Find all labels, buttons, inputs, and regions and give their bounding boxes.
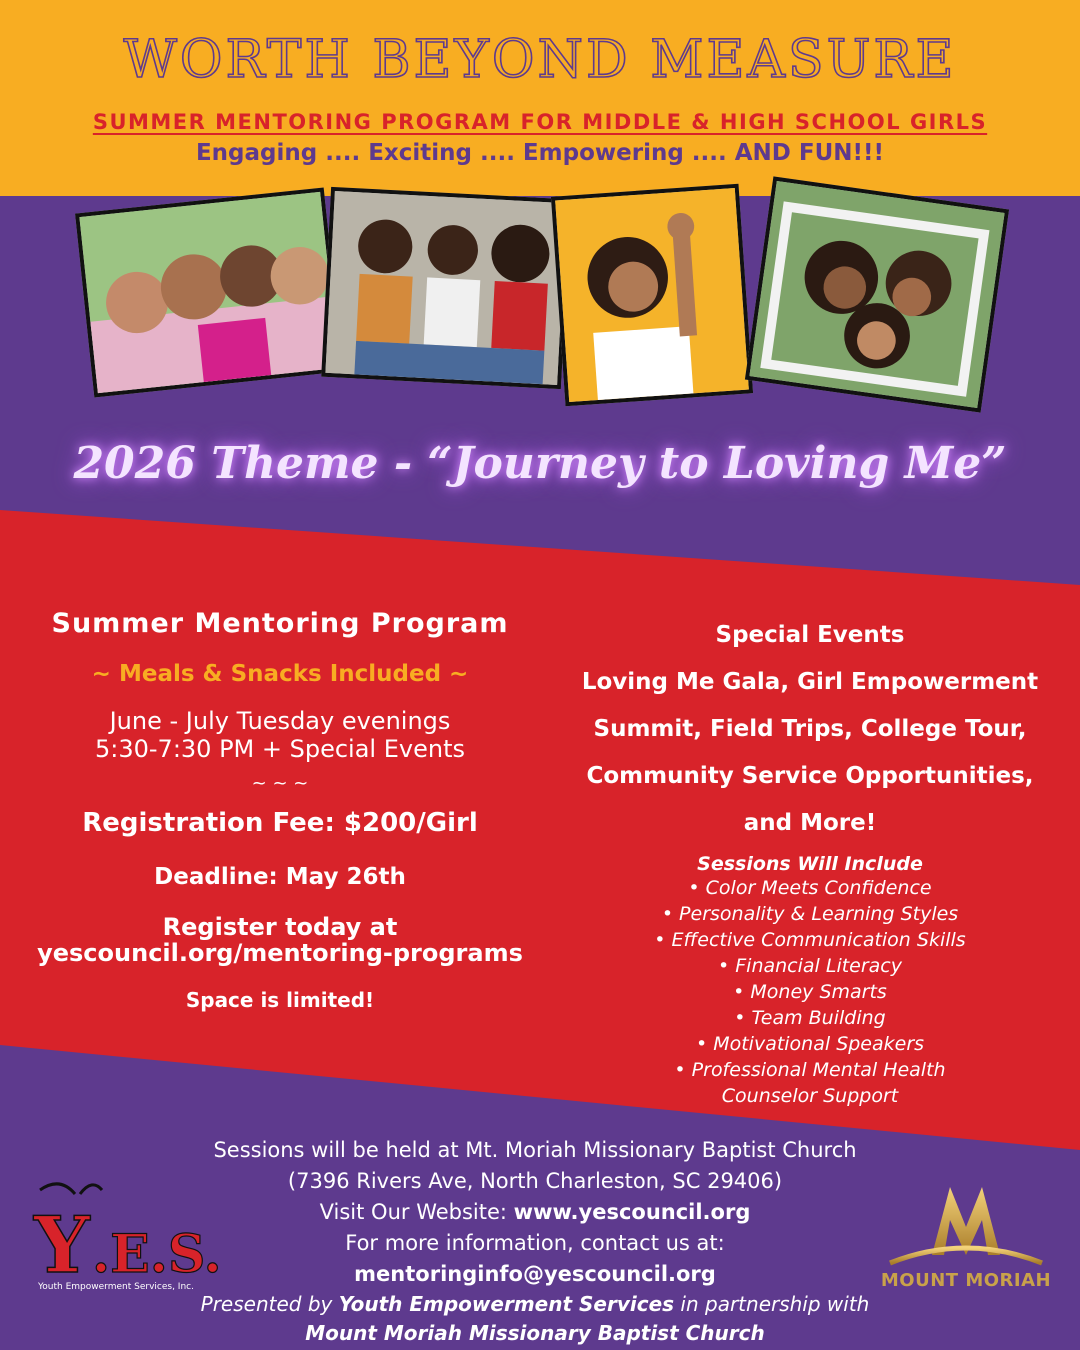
session-item: • Professional Mental Health (674, 1059, 946, 1081)
presenter-name: Youth Empowerment Services (338, 1292, 675, 1316)
space-limited: Space is limited! (185, 988, 375, 1012)
photo-group-of-girls (75, 187, 343, 397)
schedule-line-2: 5:30-7:30 PM + Special Events (95, 735, 465, 763)
session-item: • Financial Literacy (717, 955, 903, 977)
main-title: WORTH BEYOND MEASURE (123, 30, 957, 90)
presented-line (180, 1290, 890, 1319)
special-events (560, 612, 1060, 1109)
session-item: • Motivational Speakers (695, 1033, 925, 1055)
contact-label: For more information, contact us at: (345, 1231, 725, 1255)
theme-heading: 2026 Theme - “Journey to Loving Me” (73, 438, 1007, 489)
session-item: • Team Building (734, 1007, 886, 1029)
events-line: and More! (743, 810, 877, 836)
svg-text:.E.S.: .E.S. (92, 1224, 222, 1285)
presented-prefix: Presented by (200, 1292, 333, 1316)
register-info (30, 914, 530, 966)
photo-flexing-girl (551, 184, 753, 407)
photo-three-friends (321, 187, 571, 389)
session-item: Counselor Support (721, 1085, 899, 1107)
meals-note: ~ Meals & Snacks Included ~ (91, 661, 469, 687)
program-details (30, 608, 530, 1012)
register-line-1: Register today at (162, 913, 398, 941)
location-line: Sessions will be held at Mt. Moriah Missionary Baptist Church (213, 1138, 857, 1162)
session-item: • Color Meets Confidence (688, 877, 932, 899)
yes-caption: Youth Empowerment Services, Inc. (38, 1282, 194, 1292)
partnership-text: in partnership with (680, 1292, 870, 1316)
sessions-heading: Sessions Will Include (697, 853, 923, 875)
events-line: Loving Me Gala, Girl Empowerment (581, 669, 1039, 695)
website-link[interactable]: www.yescouncil.org (513, 1200, 751, 1224)
address-line: (7396 Rivers Ave, North Charleston, SC 29406) (287, 1169, 783, 1193)
photo-girls-in-frame (745, 176, 1009, 412)
session-item: • Effective Communication Skills (654, 929, 966, 951)
website-label: Visit Our Website: (319, 1200, 507, 1224)
top-banner (0, 0, 1080, 196)
deadline: Deadline: May 26th (154, 864, 406, 890)
partner-line (180, 1319, 890, 1348)
subtitle: SUMMER MENTORING PROGRAM FOR MIDDLE & HIGH SCHOOL GIRLS (92, 110, 988, 134)
session-item: • Money Smarts (733, 981, 887, 1003)
partner-name: Mount Moriah Missionary Baptist Church (305, 1321, 765, 1345)
events-line: Community Service Opportunities, (586, 763, 1034, 789)
events-heading: Special Events (715, 622, 905, 648)
tagline: Engaging .... Exciting .... Empowering .... AND FUN!!! (195, 140, 885, 166)
mount-moriah-caption: MOUNT MORIAH (880, 1270, 1052, 1291)
events-line: Summit, Field Trips, College Tour, (593, 716, 1027, 742)
website-line (180, 1197, 890, 1228)
divider: ~ ~ ~ (251, 773, 309, 794)
register-link[interactable]: yescouncil.org/mentoring-programs (37, 939, 523, 967)
schedule (30, 707, 530, 763)
program-heading: Summer Mentoring Program (51, 608, 509, 639)
footer (180, 1135, 890, 1348)
session-item: • Personality & Learning Styles (661, 903, 959, 925)
schedule-line-1: June - July Tuesday evenings (109, 707, 451, 735)
contact-line (180, 1228, 890, 1290)
svg-text:Y: Y (34, 1200, 90, 1291)
email-link[interactable]: mentoringinfo@yescouncil.org (354, 1262, 716, 1286)
registration-fee: Registration Fee: $200/Girl (82, 808, 478, 838)
